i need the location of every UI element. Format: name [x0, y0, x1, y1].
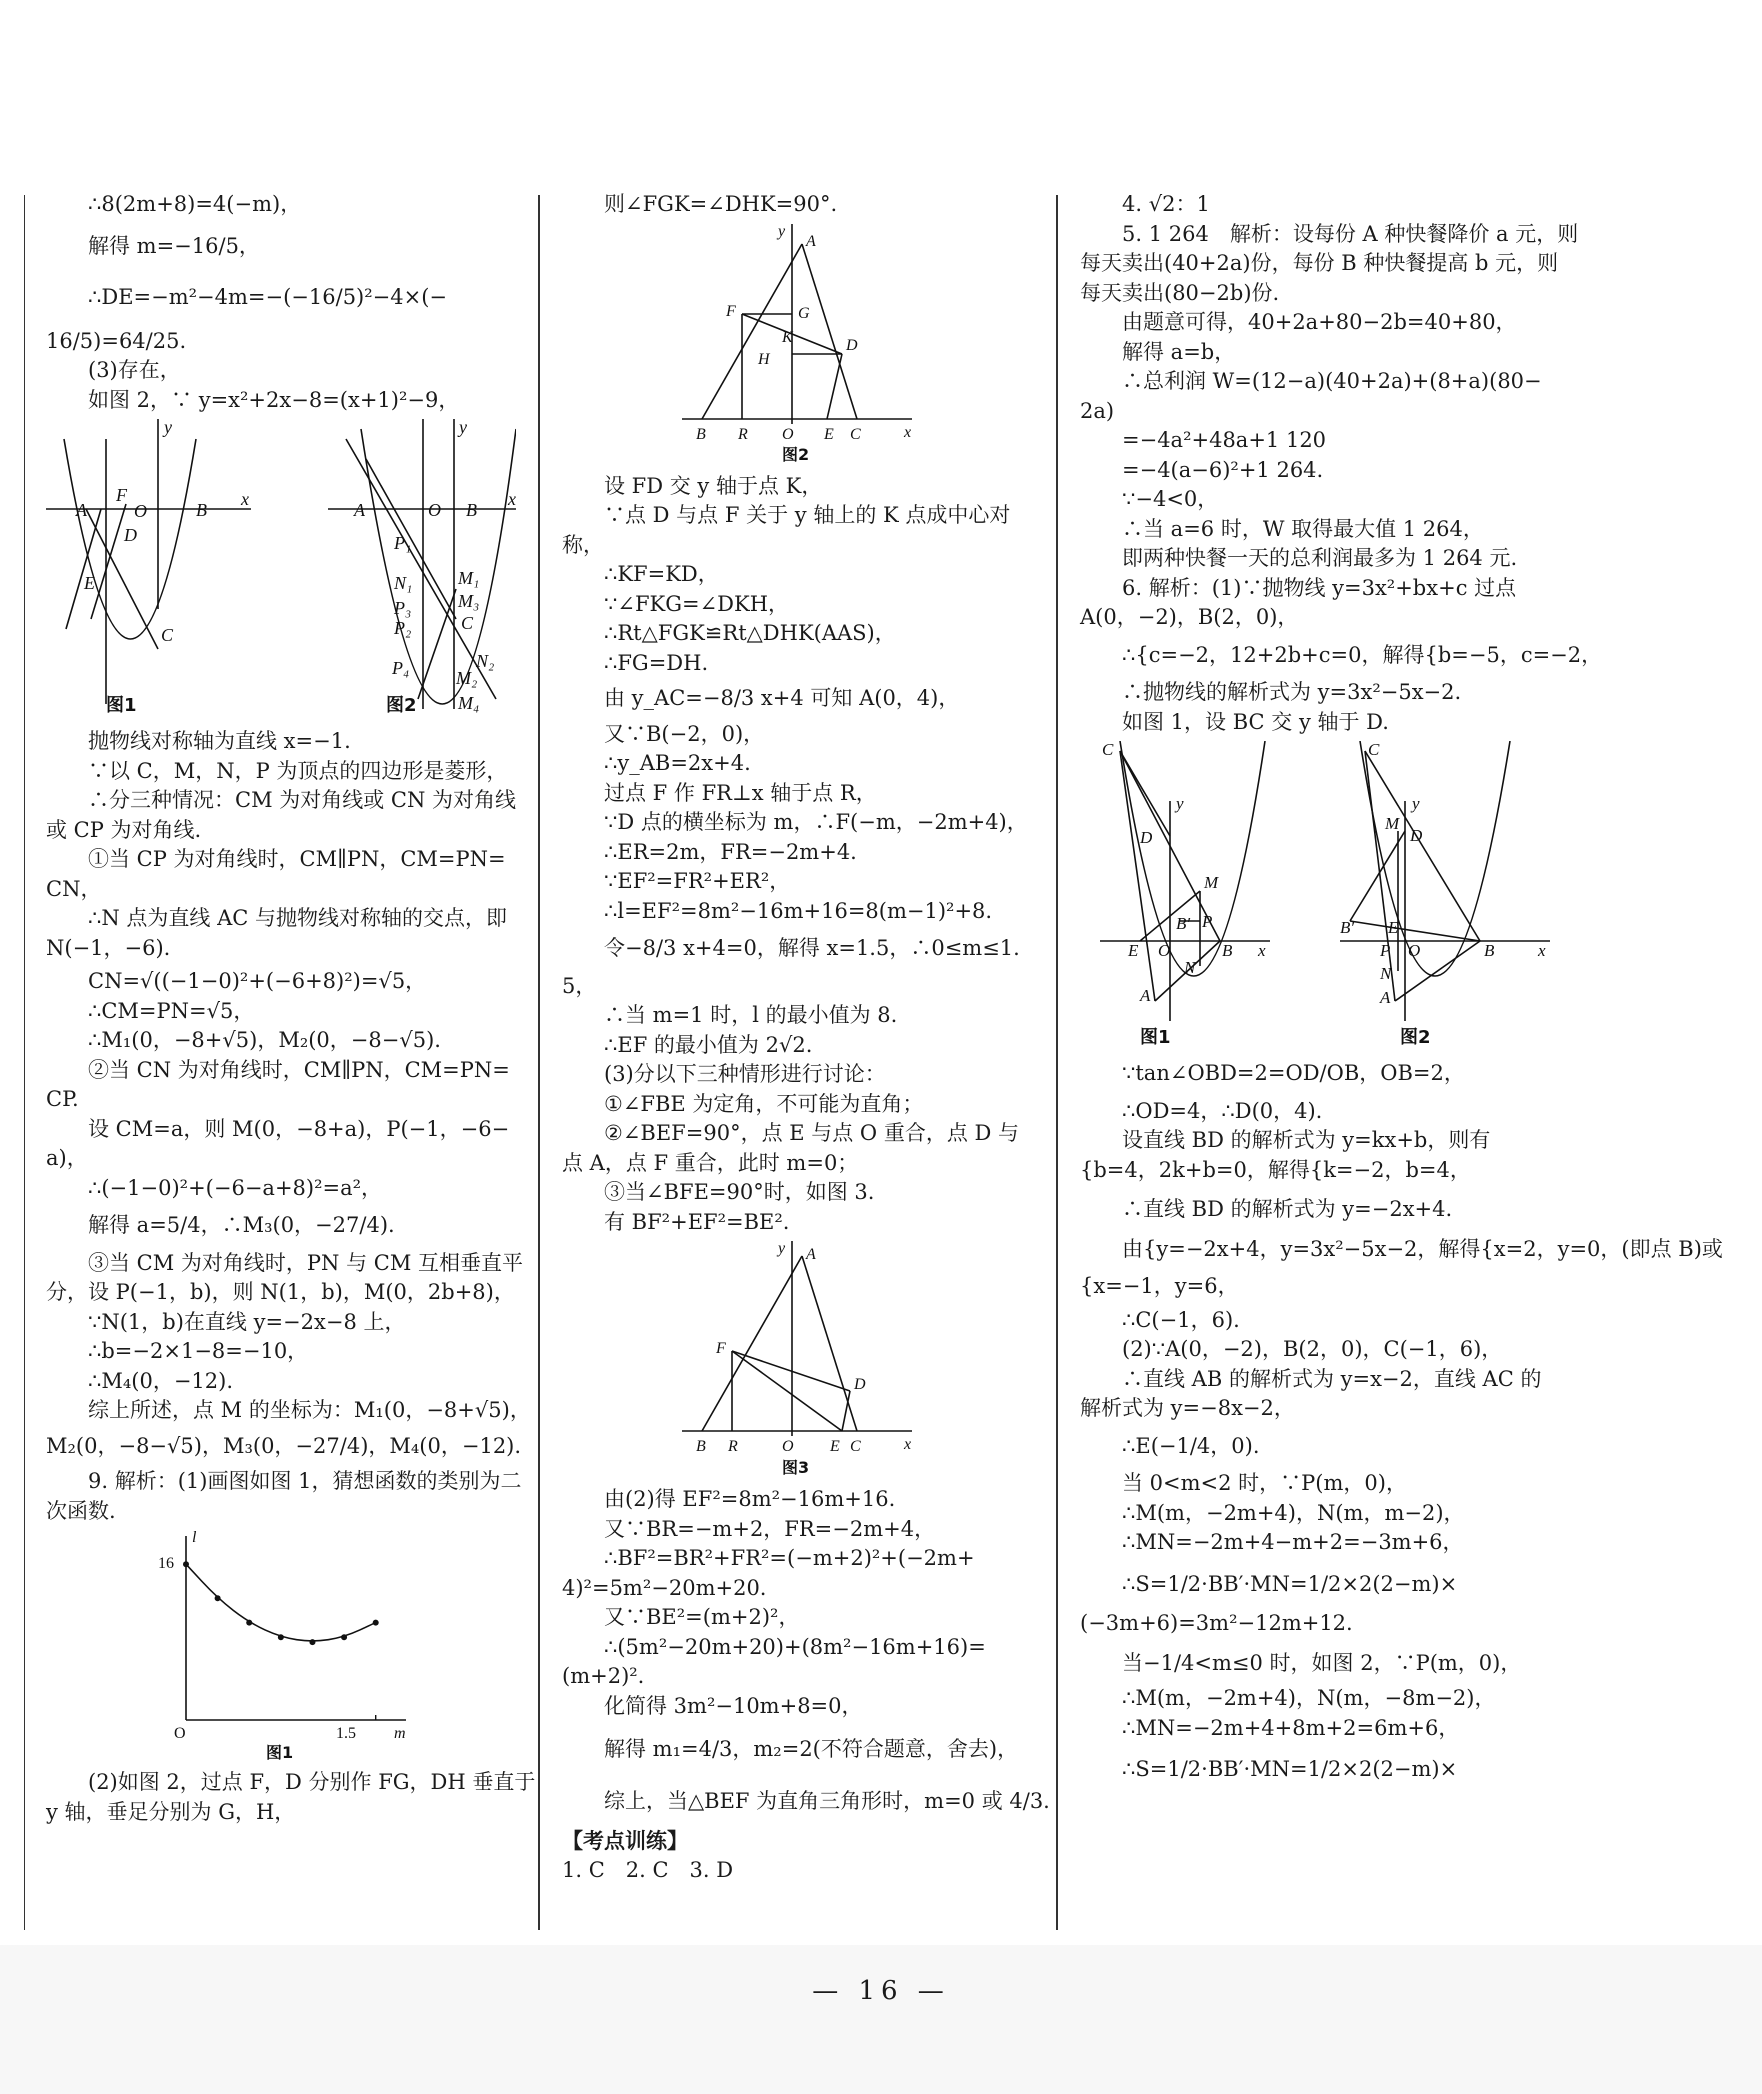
text-line: ∴ER=2m，FR=−2m+4. — [604, 839, 857, 864]
text-line: M₂(0，−8−√5)，M₃(0，−27/4)，M₄(0，−12). — [46, 1433, 522, 1458]
text-line: 综上，当△BEF 为直角三角形时，m=0 或 4/3. — [604, 1788, 1050, 1813]
text-line: ∵EF²=FR²+ER²， — [604, 869, 791, 893]
text-line: 当 0<m<2 时，∵P(m，0)， — [1122, 1471, 1407, 1495]
text-line: ③当 CM 为对角线时，PN 与 CM 互相垂直平 — [88, 1250, 524, 1275]
svg-text:K: K — [782, 328, 793, 346]
svg-text:y: y — [1176, 794, 1184, 813]
text-line: ∵−4<0， — [1122, 487, 1219, 511]
text-line: {x=−1，y=6， — [1080, 1274, 1239, 1298]
text-line: 解得 m₁=4/3，m₂=2(不符合题意，舍去)， — [604, 1737, 1019, 1761]
figure-line-plot — [156, 1530, 516, 1760]
text-line: =−4(a−6)²+1 264. — [1122, 457, 1324, 482]
y-axis-label: l — [192, 1530, 197, 1546]
svg-text:B: B — [466, 500, 477, 520]
svg-text:N₂: N₂ — [476, 651, 495, 671]
svg-text:D: D — [124, 525, 137, 545]
text-line: 2a) — [1080, 398, 1115, 423]
text-line: 次函数. — [46, 1498, 116, 1523]
svg-text:B′: B′ — [1176, 914, 1191, 933]
figure-triangle-2 — [682, 224, 1032, 464]
text-line: ∵点 D 与点 F 关于 y 轴上的 K 点成中心对 — [604, 503, 1011, 527]
text-line: ∴MN=−2m+4+8m+2=6m+6， — [1122, 1715, 1460, 1740]
text-line: CN， — [46, 876, 102, 901]
svg-text:M: M — [1385, 814, 1400, 833]
text-line: 解析式为 y=−8x−2， — [1080, 1396, 1295, 1420]
svg-text:E: E — [830, 1438, 840, 1455]
svg-text:C: C — [461, 613, 474, 633]
svg-text:M₂: M₂ — [456, 668, 478, 688]
text-line: 每天卖出(40+2a)份，每份 B 种快餐提高 b 元，则 — [1080, 251, 1559, 275]
text-line: 过点 F 作 FR⊥x 轴于点 R， — [604, 780, 877, 805]
text-line: ∴分三种情况：CM 为对角线或 CN 为对角线 — [88, 788, 517, 812]
svg-text:A: A — [354, 500, 365, 520]
svg-text:C: C — [161, 625, 174, 645]
svg-text:E: E — [824, 425, 834, 443]
text-line: CP. — [46, 1087, 79, 1111]
text-line: 16/5)=64/25. — [46, 328, 187, 353]
text-line: 如图 1，设 BC 交 y 轴于 D. — [1122, 709, 1389, 734]
svg-text:x: x — [1258, 941, 1266, 960]
svg-text:D: D — [1140, 828, 1153, 847]
text-line: 又∵BE²=(m+2)²， — [604, 1605, 800, 1629]
text-line: ∴BF²=BR²+FR²=(−m+2)²+(−2m+ — [604, 1546, 975, 1570]
svg-text:P₄: P₄ — [392, 658, 410, 678]
svg-text:F: F — [726, 302, 736, 320]
svg-text:B′: B′ — [1340, 918, 1355, 937]
svg-text:E: E — [1128, 941, 1139, 960]
text-line: ∴y_AB=2x+4. — [604, 751, 751, 775]
text-line: (2)∵A(0，−2)，B(2，0)，C(−1，6)， — [1122, 1337, 1503, 1361]
text-line: ∴M(m，−2m+4)，N(m，−8m−2)， — [1122, 1686, 1496, 1710]
svg-text:D: D — [846, 336, 858, 354]
text-line: ③当∠BFE=90°时，如图 3. — [604, 1180, 875, 1204]
text-line: 4)²=5m²−20m+20. — [562, 1575, 767, 1600]
page-number: — 16 — — [812, 1976, 950, 2006]
data-point-0 — [183, 1561, 189, 1567]
svg-text:M: M — [1204, 873, 1219, 892]
svg-text:A: A — [1380, 988, 1391, 1007]
text-line: ∴N 点为直线 AC 与抛物线对称轴的交点，即 — [88, 906, 507, 930]
svg-text:x: x — [508, 489, 516, 509]
svg-text:A: A — [1140, 986, 1151, 1005]
svg-text:E: E — [84, 573, 95, 593]
text-line: ∴当 m=1 时，l 的最小值为 8. — [604, 1003, 898, 1027]
text-line: ∴S=1/2·BB′·MN=1/2×2(2−m)× — [1122, 1571, 1458, 1596]
svg-text:P₃: P₃ — [394, 598, 412, 618]
svg-text:O: O — [782, 1438, 794, 1455]
svg-text:O: O — [782, 425, 794, 443]
text-line: 当−1/4<m≤0 时，如图 2，∵P(m，0)， — [1122, 1650, 1522, 1675]
svg-text:M₁: M₁ — [458, 568, 480, 588]
text-line: 解得 a=b， — [1122, 339, 1236, 364]
text-line: 4. √2：1 — [1122, 192, 1210, 216]
svg-text:P: P — [1380, 941, 1391, 960]
data-point-2 — [246, 1620, 252, 1626]
text-line: 又∵B(−2，0)， — [604, 721, 765, 746]
svg-text:D: D — [1410, 826, 1423, 845]
section-heading: 【考点训练】 — [562, 1828, 688, 1853]
text-line: N(−1，−6). — [46, 935, 171, 960]
svg-text:F: F — [716, 1340, 726, 1357]
svg-text:B: B — [696, 1438, 706, 1455]
data-point-5 — [341, 1634, 347, 1640]
text-line: 令−8/3 x+4=0，解得 x=1.5，∴0≤m≤1. — [604, 936, 1020, 960]
text-line: ∴OD=4，∴D(0，4). — [1122, 1098, 1323, 1123]
svg-text:O: O — [1408, 941, 1421, 960]
text-line: 则∠FGK=∠DHK=90°. — [604, 192, 838, 216]
text-line: 由 y_AC=−8/3 x+4 可知 A(0，4)， — [604, 686, 960, 710]
svg-text:C: C — [1102, 741, 1114, 759]
svg-text:R: R — [728, 1438, 738, 1455]
data-point-3 — [278, 1634, 284, 1640]
svg-text:H: H — [758, 350, 770, 368]
svg-text:N₁: N₁ — [394, 573, 413, 593]
svg-text:B: B — [196, 500, 207, 520]
svg-text:C: C — [850, 1438, 861, 1455]
text-line: ∴FG=DH. — [604, 650, 709, 675]
svg-text:E: E — [1388, 918, 1399, 937]
text-line: ∴EF 的最小值为 2√2. — [604, 1032, 813, 1057]
text-line: ∴抛物线的解析式为 y=3x²−5x−2. — [1122, 680, 1462, 704]
text-line: 抛物线对称轴为直线 x=−1. — [88, 729, 351, 753]
text-line: 解得 a=5/4，∴M₃(0，−27/4). — [88, 1213, 395, 1237]
text-line: ∴Rt△FGK≌Rt△DHK(AAS)， — [604, 621, 896, 645]
left-margin-rule — [24, 195, 25, 1930]
figure-caption: 图1 — [106, 695, 137, 716]
text-line: ∵∠FKG=∠DKH， — [604, 591, 790, 616]
svg-text:y: y — [778, 1241, 786, 1257]
figure-caption: 图2 — [386, 695, 417, 716]
text-line: ∴8(2m+8)=4(−m)， — [88, 192, 302, 216]
column-divider — [1056, 195, 1058, 1930]
text-line: 9. 解析：(1)画图如图 1，猜想函数的类别为二 — [88, 1469, 522, 1493]
svg-text:P: P — [1202, 912, 1213, 931]
svg-text:B: B — [1484, 941, 1495, 960]
text-line: 解得 m=−16/5， — [88, 233, 260, 258]
text-line: 设 CM=a，则 M(0，−8+a)，P(−1，−6− — [88, 1116, 510, 1141]
text-line: ∴S=1/2·BB′·MN=1/2×2(2−m)× — [1122, 1757, 1458, 1781]
svg-text:O: O — [428, 500, 441, 520]
column-3 — [1080, 190, 1723, 1785]
svg-text:A: A — [806, 232, 816, 250]
text-line: a)， — [46, 1146, 88, 1170]
text-line: 有 BF²+EF²=BE². — [604, 1209, 790, 1234]
text-line: 设直线 BD 的解析式为 y=kx+b，则有 — [1122, 1128, 1491, 1152]
text-line: ∴KF=KD， — [604, 562, 719, 586]
text-line: ∵D 点的横坐标为 m，∴F(−m，−2m+4)， — [604, 810, 1028, 834]
svg-text:M₃: M₃ — [458, 591, 480, 611]
text-line: 综上所述，点 M 的坐标为：M₁(0，−8+√5)， — [88, 1398, 531, 1422]
svg-text:y: y — [1412, 794, 1420, 813]
text-line: 由{y=−2x+4，y=3x²−5x−2，解得{x=2，y=0，(即点 B)或 — [1122, 1236, 1723, 1261]
svg-text:F: F — [116, 485, 127, 505]
figure-parabolas — [46, 419, 516, 719]
text-line: ∴b=−2×1−8=−10， — [88, 1339, 309, 1363]
text-line: ∵以 C，M，N，P 为顶点的四边形是菱形， — [88, 758, 508, 783]
figure-caption: 图3 — [782, 1458, 810, 1477]
text-line: ②当 CN 为对角线时，CM∥PN，CM=PN= — [88, 1057, 510, 1082]
series-line — [186, 1564, 376, 1641]
text-line: ∴(−1−0)²+(−6−a+8)²=a²， — [88, 1175, 383, 1200]
svg-text:y: y — [778, 223, 786, 240]
y-tick-label: 16 — [158, 1555, 174, 1572]
text-line: A(0，−2)，B(2，0)， — [1080, 605, 1299, 629]
text-line: ∴M(m，−2m+4)，N(m，m−2)， — [1122, 1500, 1465, 1525]
data-point-1 — [215, 1595, 221, 1601]
figure-parabolas-2 — [1080, 741, 1550, 1051]
data-point-4 — [309, 1639, 315, 1645]
text-line: ∴直线 AB 的解析式为 y=x−2，直线 AC 的 — [1122, 1366, 1542, 1391]
text-line: 1. C 2. C 3. D — [562, 1857, 734, 1882]
svg-text:M₄: M₄ — [458, 693, 480, 713]
text-line: ∴C(−1，6). — [1122, 1307, 1240, 1332]
svg-text:A: A — [76, 500, 87, 520]
x-axis-label: m — [394, 1725, 406, 1742]
column-1 — [46, 190, 536, 1827]
text-line: 如图 2，∵ y=x²+2x−8=(x+1)²−9， — [88, 387, 460, 412]
text-line: 分，设 P(−1，b)，则 N(1，b)，M(0，2b+8)， — [46, 1280, 515, 1304]
svg-text:D: D — [854, 1376, 866, 1393]
svg-text:B: B — [1222, 941, 1233, 960]
column-divider — [538, 195, 540, 1930]
text-line: ∴{c=−2，12+2b+c=0，解得{b=−5，c=−2， — [1122, 642, 1603, 667]
figure-caption: 图2 — [1400, 1027, 1431, 1048]
figure-caption: 图1 — [1140, 1027, 1171, 1048]
text-line: ∴M₄(0，−12). — [88, 1368, 234, 1393]
text-line: (m+2)². — [562, 1664, 645, 1688]
text-line: (−3m+6)=3m²−12m+12. — [1080, 1611, 1353, 1635]
text-line: CN=√((−1−0)²+(−6+8)²)=√5， — [88, 969, 427, 993]
text-line: ∴CM=PN=√5， — [88, 998, 255, 1023]
figure-triangle-3 — [682, 1241, 1032, 1477]
text-line: 由(2)得 EF²=8m²−16m+16. — [604, 1487, 896, 1511]
text-line: ∴当 a=6 时，W 取得最大值 1 264， — [1122, 516, 1484, 541]
svg-text:N: N — [1184, 958, 1196, 977]
text-line: (2)如图 2，过点 F，D 分别作 FG，DH 垂直于 — [88, 1770, 536, 1794]
footer-band — [0, 1945, 1762, 2094]
text-line: ①∠FBE 为定角，不可能为直角； — [604, 1091, 924, 1116]
svg-text:C: C — [850, 425, 861, 443]
text-line: 即两种快餐一天的总利润最多为 1 264 元. — [1122, 546, 1518, 570]
svg-text:O: O — [134, 501, 147, 521]
text-line: 称， — [562, 532, 604, 557]
svg-text:N: N — [1380, 964, 1392, 983]
svg-text:y: y — [459, 419, 467, 437]
text-line: ∵N(1，b)在直线 y=−2x−8 上， — [88, 1309, 406, 1334]
x-tick-label: O — [174, 1725, 186, 1742]
text-line: ∴E(−1/4，0). — [1122, 1433, 1260, 1458]
text-line: (3)分以下三种情形进行讨论： — [604, 1062, 886, 1086]
svg-text:x: x — [904, 423, 912, 441]
text-line: 设 FD 交 y 轴于点 K， — [604, 473, 823, 498]
text-line: ∵tan∠OBD=2=OD/OB，OB=2， — [1122, 1061, 1465, 1085]
text-line: 6. 解析：(1)∵抛物线 y=3x²+bx+c 过点 — [1122, 575, 1517, 600]
data-point-6 — [373, 1620, 379, 1626]
figure-caption: 图1 — [266, 1743, 294, 1760]
svg-text:G: G — [798, 304, 810, 322]
text-line: 5， — [562, 973, 597, 998]
text-line: 又∵BR=−m+2，FR=−2m+4， — [604, 1516, 936, 1541]
text-line: y 轴，垂足分别为 G，H， — [46, 1799, 296, 1824]
svg-text:R: R — [738, 425, 748, 443]
text-line: ∴(5m²−20m+20)+(8m²−16m+16)= — [604, 1634, 986, 1659]
svg-text:x: x — [1538, 941, 1546, 960]
text-line: ∴总利润 W=(12−a)(40+2a)+(8+a)(80− — [1122, 369, 1542, 393]
text-line: {b=4，2k+b=0，解得{k=−2，b=4， — [1080, 1157, 1471, 1182]
svg-text:A: A — [806, 1246, 816, 1263]
text-line: ②∠BEF=90°，点 E 与点 O 重合，点 D 与 — [604, 1121, 1020, 1145]
text-line: ∴直线 BD 的解析式为 y=−2x+4. — [1122, 1197, 1453, 1221]
text-line: 或 CP 为对角线. — [46, 817, 202, 842]
svg-text:x: x — [241, 489, 249, 509]
figure-caption: 图2 — [782, 444, 810, 464]
text-line: ∴DE=−m²−4m=−(−16/5)²−4×(− — [88, 285, 448, 309]
text-line: 化简得 3m²−10m+8=0， — [604, 1693, 863, 1718]
text-line: ∴MN=−2m+4−m+2=−3m+6， — [1122, 1530, 1464, 1554]
svg-text:O: O — [1158, 941, 1171, 960]
text-line: ∴M₁(0，−8+√5)，M₂(0，−8−√5). — [88, 1028, 441, 1052]
text-line: 点 A，点 F 重合，此时 m=0； — [562, 1150, 859, 1175]
text-line: =−4a²+48a+1 120 — [1122, 428, 1327, 452]
text-line: ∴l=EF²=8m²−16m+16=8(m−1)²+8. — [604, 898, 993, 923]
text-line: ①当 CP 为对角线时，CM∥PN，CM=PN= — [88, 847, 506, 871]
text-line: 每天卖出(80−2b)份. — [1080, 280, 1280, 305]
text-line: 由题意可得，40+2a+80−2b=40+80， — [1122, 310, 1517, 334]
svg-text:B: B — [696, 425, 706, 443]
svg-text:x: x — [904, 1436, 912, 1453]
svg-text:P₂: P₂ — [394, 618, 412, 638]
column-2 — [562, 190, 1050, 1885]
text-line: 5. 1 264 解析：设每份 A 种快餐降价 a 元，则 — [1122, 221, 1579, 246]
text-line: (3)存在， — [88, 358, 181, 382]
svg-text:y: y — [164, 419, 172, 437]
x-tick-label: 1.5 — [336, 1725, 356, 1742]
svg-text:C: C — [1368, 741, 1380, 759]
svg-text:P₁: P₁ — [394, 533, 412, 553]
